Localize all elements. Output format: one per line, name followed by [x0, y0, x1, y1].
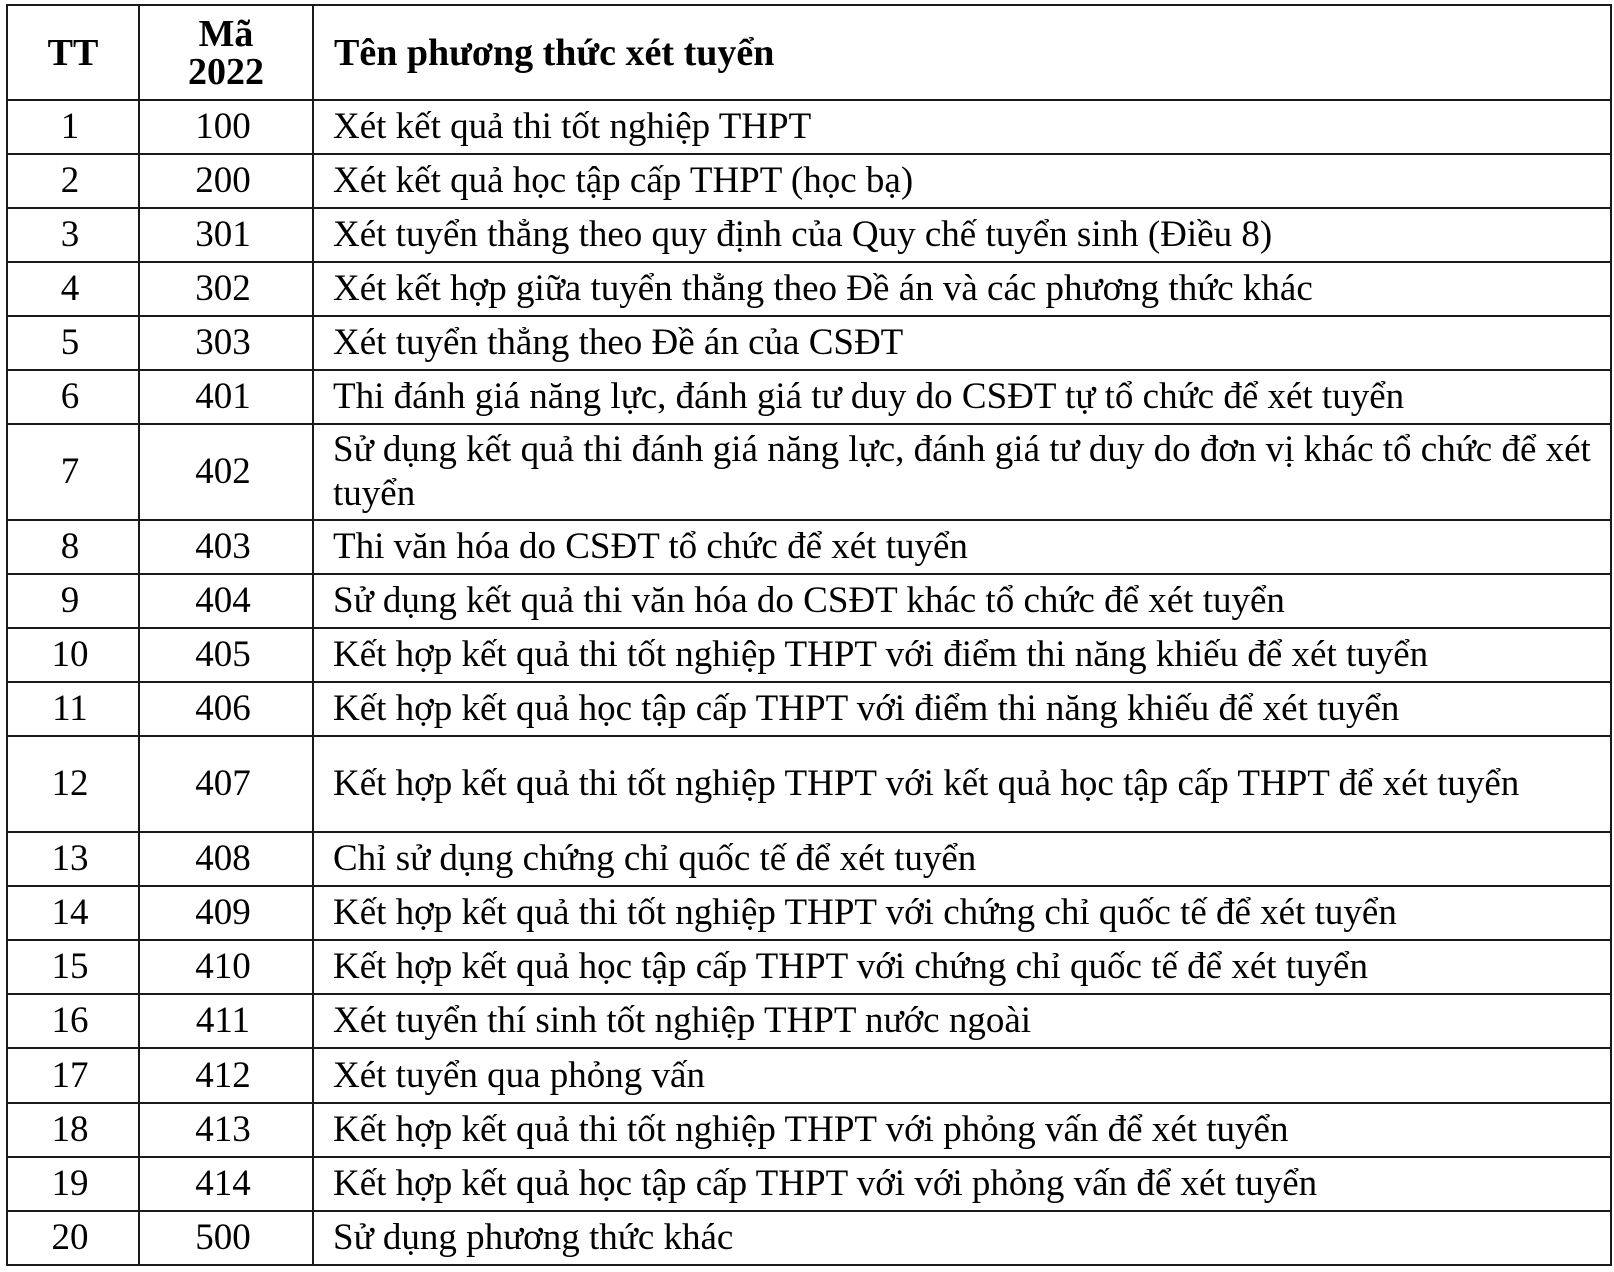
table-row [7, 316, 1611, 370]
cell-tt: 4 [7, 262, 139, 316]
header-code [139, 5, 313, 100]
table-row [7, 154, 1611, 208]
cell-code: 405 [139, 628, 313, 682]
cell-code: 303 [139, 316, 313, 370]
cell-code: 411 [139, 994, 313, 1048]
cell-code: 404 [139, 574, 313, 628]
cell-tt: 17 [7, 1048, 139, 1102]
cell-tt: 14 [7, 886, 139, 940]
table-row [7, 994, 1611, 1048]
table-row [7, 736, 1611, 832]
cell-method-name: Xét kết quả học tập cấp THPT (học bạ) [313, 154, 1611, 208]
cell-method-name: Kết hợp kết quả học tập cấp THPT với điểm thi năng khiếu để xét tuyển [313, 682, 1611, 736]
cell-code: 412 [139, 1048, 313, 1102]
table-row [7, 682, 1611, 736]
cell-method-name: Thi văn hóa do CSĐT tổ chức để xét tuyển [313, 520, 1611, 574]
cell-code: 413 [139, 1103, 313, 1157]
cell-method-name: Thi đánh giá năng lực, đánh giá tư duy do CSĐT tự tổ chức để xét tuyển [313, 370, 1611, 424]
cell-code: 302 [139, 262, 313, 316]
cell-tt: 3 [7, 208, 139, 262]
table-row [7, 262, 1611, 316]
cell-tt: 1 [7, 100, 139, 154]
table-row [7, 520, 1611, 574]
table-row [7, 370, 1611, 424]
cell-method-name: Chỉ sử dụng chứng chỉ quốc tế để xét tuyển [313, 832, 1611, 886]
cell-code: 402 [139, 424, 313, 520]
cell-code: 403 [139, 520, 313, 574]
admission-methods-table [6, 4, 1612, 1266]
cell-method-name: Xét kết hợp giữa tuyển thẳng theo Đề án và các phương thức khác [313, 262, 1611, 316]
table-row [7, 832, 1611, 886]
table-row [7, 628, 1611, 682]
cell-code: 401 [139, 370, 313, 424]
cell-method-name: Xét kết quả thi tốt nghiệp THPT [313, 100, 1611, 154]
table-row [7, 1211, 1611, 1265]
cell-method-name: Kết hợp kết quả học tập cấp THPT với chứng chỉ quốc tế để xét tuyển [313, 940, 1611, 994]
table-row [7, 208, 1611, 262]
cell-method-name: Kết hợp kết quả thi tốt nghiệp THPT với kết quả học tập cấp THPT để xét tuyển [313, 736, 1611, 832]
cell-tt: 11 [7, 682, 139, 736]
cell-code: 406 [139, 682, 313, 736]
cell-tt: 2 [7, 154, 139, 208]
cell-code: 100 [139, 100, 313, 154]
cell-tt: 13 [7, 832, 139, 886]
table-row [7, 1157, 1611, 1211]
table-row [7, 940, 1611, 994]
header-row [7, 5, 1611, 100]
cell-method-name: Xét tuyển qua phỏng vấn [313, 1048, 1611, 1102]
table-row [7, 1103, 1611, 1157]
cell-method-name: Sử dụng kết quả thi văn hóa do CSĐT khác tổ chức để xét tuyển [313, 574, 1611, 628]
cell-tt: 7 [7, 424, 139, 520]
cell-code: 301 [139, 208, 313, 262]
cell-method-name: Sử dụng phương thức khác [313, 1211, 1611, 1265]
cell-method-name: Xét tuyển thí sinh tốt nghiệp THPT nước ngoài [313, 994, 1611, 1048]
cell-tt: 5 [7, 316, 139, 370]
table-row [7, 424, 1611, 520]
cell-tt: 15 [7, 940, 139, 994]
table-row [7, 1048, 1611, 1102]
cell-code: 410 [139, 940, 313, 994]
cell-tt: 16 [7, 994, 139, 1048]
cell-code: 200 [139, 154, 313, 208]
cell-method-name: Xét tuyển thẳng theo Đề án của CSĐT [313, 316, 1611, 370]
table-row [7, 574, 1611, 628]
cell-method-name: Xét tuyển thẳng theo quy định của Quy chế tuyển sinh (Điều 8) [313, 208, 1611, 262]
cell-code: 407 [139, 736, 313, 832]
table-header [7, 5, 1611, 100]
table-row [7, 886, 1611, 940]
header-code-line1: Mã [198, 12, 254, 55]
cell-tt: 18 [7, 1103, 139, 1157]
cell-code: 408 [139, 832, 313, 886]
cell-method-name: Kết hợp kết quả học tập cấp THPT với với phỏng vấn để xét tuyển [313, 1157, 1611, 1211]
table-row [7, 100, 1611, 154]
cell-method-name: Kết hợp kết quả thi tốt nghiệp THPT với điểm thi năng khiếu để xét tuyển [313, 628, 1611, 682]
cell-code: 409 [139, 886, 313, 940]
table-body [7, 100, 1611, 1265]
header-method-name: Tên phương thức xét tuyển [313, 5, 1611, 100]
cell-tt: 12 [7, 736, 139, 832]
cell-method-name: Kết hợp kết quả thi tốt nghiệp THPT với phỏng vấn để xét tuyển [313, 1103, 1611, 1157]
cell-tt: 19 [7, 1157, 139, 1211]
cell-method-name: Kết hợp kết quả thi tốt nghiệp THPT với chứng chỉ quốc tế để xét tuyển [313, 886, 1611, 940]
cell-code: 500 [139, 1211, 313, 1265]
cell-tt: 10 [7, 628, 139, 682]
cell-tt: 9 [7, 574, 139, 628]
cell-method-name: Sử dụng kết quả thi đánh giá năng lực, đánh giá tư duy do đơn vị khác tổ chức để xét tuyển [313, 424, 1611, 520]
cell-tt: 20 [7, 1211, 139, 1265]
cell-code: 414 [139, 1157, 313, 1211]
cell-tt: 8 [7, 520, 139, 574]
cell-tt: 6 [7, 370, 139, 424]
header-tt: TT [7, 5, 139, 100]
header-code-line2: 2022 [188, 50, 264, 93]
